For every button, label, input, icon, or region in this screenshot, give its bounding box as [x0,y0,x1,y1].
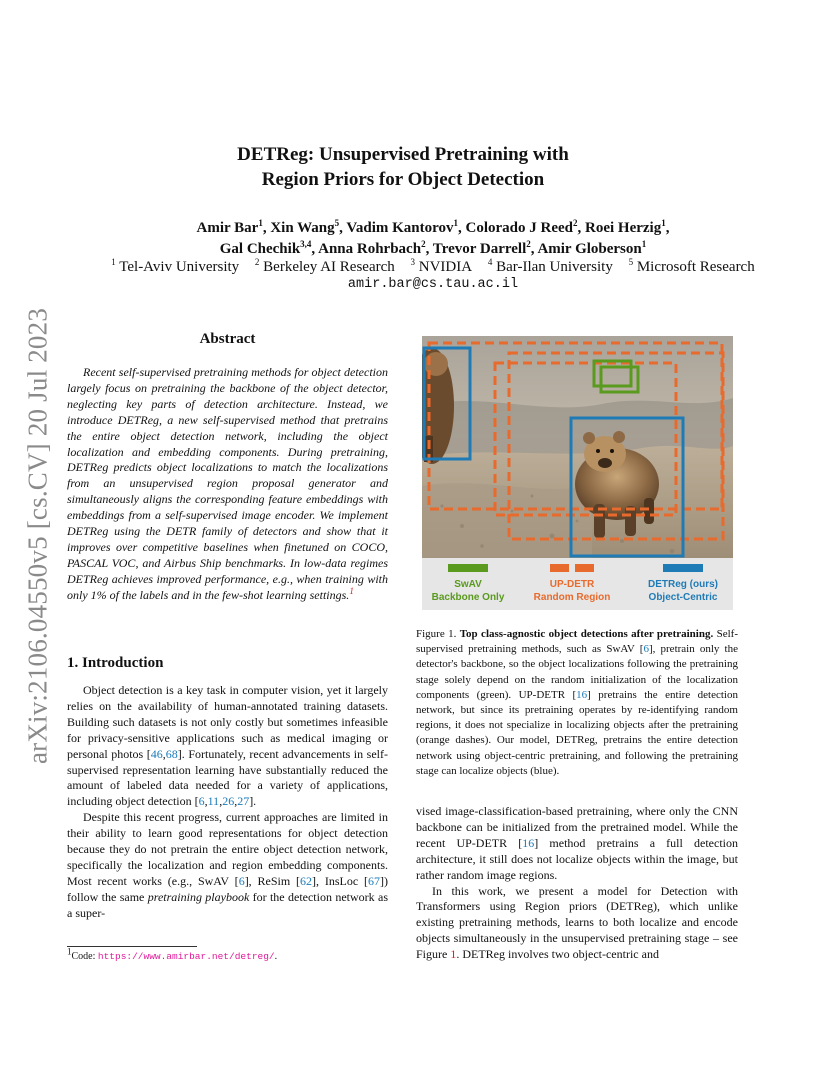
author: Trevor Darrell$^2$, [432,239,538,257]
author-list [0,218,828,260]
footnote-ref[interactable]: 1 [349,585,354,596]
footnote: $^1$Code: https://www.amirbar.net/detreg/. [67,946,278,962]
author: Xin Wang$^5$, [270,218,347,236]
author: Vadim Kantorov$^1$, [346,218,466,236]
author: Amir Globerson$^1$ [537,239,647,257]
legend-item-detreg [638,564,728,604]
legend-label: DETReg (ours) [648,579,718,590]
intro-paragraph-2: Despite this recent progress, current approaches are limited in their ability to learn good representations for object detection because they do not pretrain the entire object detection network, specifically the localization and region embedding components. Most recent works (e.g., SwAV [6], ReSim [62], InsLoc [67]) follow the same pretraining playbook for the detection network as a super- [67,810,388,920]
legend-swatch [448,564,488,572]
legend-swatch [550,564,594,572]
arxiv-identifier: arXiv:2106.04550v5 [cs.CV] 20 Jul 2023 [22,307,53,765]
citation-link[interactable]: 6 [238,873,245,888]
affiliation: $^1$ Tel-Aviv University [111,257,240,275]
author: Amir Bar$^1$, [196,218,271,236]
legend-swatch [663,564,703,572]
citation-link[interactable]: 26 [222,794,235,809]
intro-right-column [416,804,738,963]
paper-title [0,142,806,192]
legend-label: SwAV [454,579,482,590]
citation-link[interactable]: 6 [198,794,205,809]
legend-label: UP-DETR [549,579,595,590]
code-url-link[interactable]: https://www.amirbar.net/detreg/ [97,951,275,962]
figure-reference-link[interactable]: 1 [450,947,457,962]
affiliation: $^2$ Berkeley AI Research [254,257,395,275]
citation-link[interactable]: 67 [368,873,380,888]
title-line-2: Region Priors for Object Detection [261,169,545,190]
intro-left-column [67,683,388,922]
intro-paragraph-4: In this work, we present a model for Detection with Transformers using Region priors (DETReg), which unlike existing pretraining methods, learns to both localize and encode objects simultaneously in the unsupervised pretraining stage – see Figure 1. DETReg involves two object-centric and [416,883,738,962]
figure-1-caption: Figure 1. Top class-agnostic object detections after pretraining. Self-supervised pretraining methods, such as SwAV [6], pretrain only the detector's backbone, so the object localizations following the pretraining stage solely depend on the random initialization of the localization components (green). UP-DETR [16] pretrains the entire detection network, but since its pretraining operates by re-identifying random regions, it does not specialize in localizing objects after the pretraining (orange dashes). Our model, DETReg, pretrains the entire detection network using object-centric pretraining, and following the pretraining stage can localize objects (blue). [416,628,738,777]
section-heading-introduction: 1. Introduction [67,655,164,671]
intro-paragraph-1: Object detection is a key task in computer vision, yet it largely relies on the availability of human-annotated training datasets. Building such datasets is not only costly but sometimes infeasible for privacy-sensitive applications such as medical imaging or personal photos [46,68]. Fortunately, recent advancements in self-supervised representation learning have substantially reduced the amount of labeled data needed for a variety of applications, including object detection [6,11,26,27]. [67,683,388,809]
affiliation: $^3$ NVIDIA [410,257,473,275]
author: Gal Chechik$^{3,4}$, [219,239,319,257]
legend-sublabel: Object-Centric [648,592,718,603]
figure-1 [422,336,733,610]
affiliation: $^5$ Microsoft Research [628,257,755,275]
footnote-divider [67,946,197,947]
author-line-1 [0,218,828,239]
figure-legend [422,558,733,610]
title-line-1: DETReg: Unsupervised Pretraining with [237,144,569,165]
affiliation: $^4$ Bar-Ilan University [487,257,613,275]
citation-link[interactable]: 6 [643,643,649,656]
affiliations [0,258,828,276]
abstract-heading: Abstract [199,331,256,347]
bear-detection-image [422,336,733,558]
citation-link[interactable]: 11 [207,794,220,809]
citation-link[interactable]: 16 [522,835,535,850]
abstract-body: Recent self-supervised pretraining methods for object detection largely focus on pretraining the backbone of the object detector, neglecting key parts of detection architecture. Instead, we introduce DETReg, a new self-supervised method that pretrains the entire object detection network, including the object localization and embedding components. During pretraining, DETReg predicts object localizations to match the localizations from an unsupervised region proposal generator and simultaneously aligns the corresponding feature embeddings with embeddings from a self-supervised image encoder. We implement DETReg using the DETR family of detectors and show that it improves over competitive baselines when finetuned on COCO, PASCAL VOC, and Airbus Ship benchmarks. In low-data regimes DETReg achieves improved performance, e.g., when training with only 1% of the labels and in the few-shot learning settings.$^1$ [67,365,388,602]
legend-item-swav [428,564,508,604]
author: Roei Herzig$^1$, [585,218,670,236]
intro-paragraph-3: vised image-classification-based pretraining, where only the CNN backbone can be initialized from the pretrained model. While the recent UP-DETR [16] method pretrains a full detection architecture, it still does not localize objects within the image, but rather random image regions. [416,804,738,882]
citation-link[interactable]: 62 [300,873,313,888]
citation-link[interactable]: 16 [576,688,588,701]
contact-email[interactable]: amir.bar@cs.tau.ac.il [347,277,519,292]
citation-link[interactable]: 27 [237,794,250,809]
legend-item-updetr [527,564,617,604]
citation-link[interactable]: 46 [150,746,163,761]
legend-sublabel: Backbone Only [431,592,505,603]
legend-sublabel: Random Region [533,592,611,603]
author: Anna Rohrbach$^2$, [318,239,433,257]
citation-link[interactable]: 68 [165,746,178,761]
author: Colorado J Reed$^2$, [465,218,585,236]
